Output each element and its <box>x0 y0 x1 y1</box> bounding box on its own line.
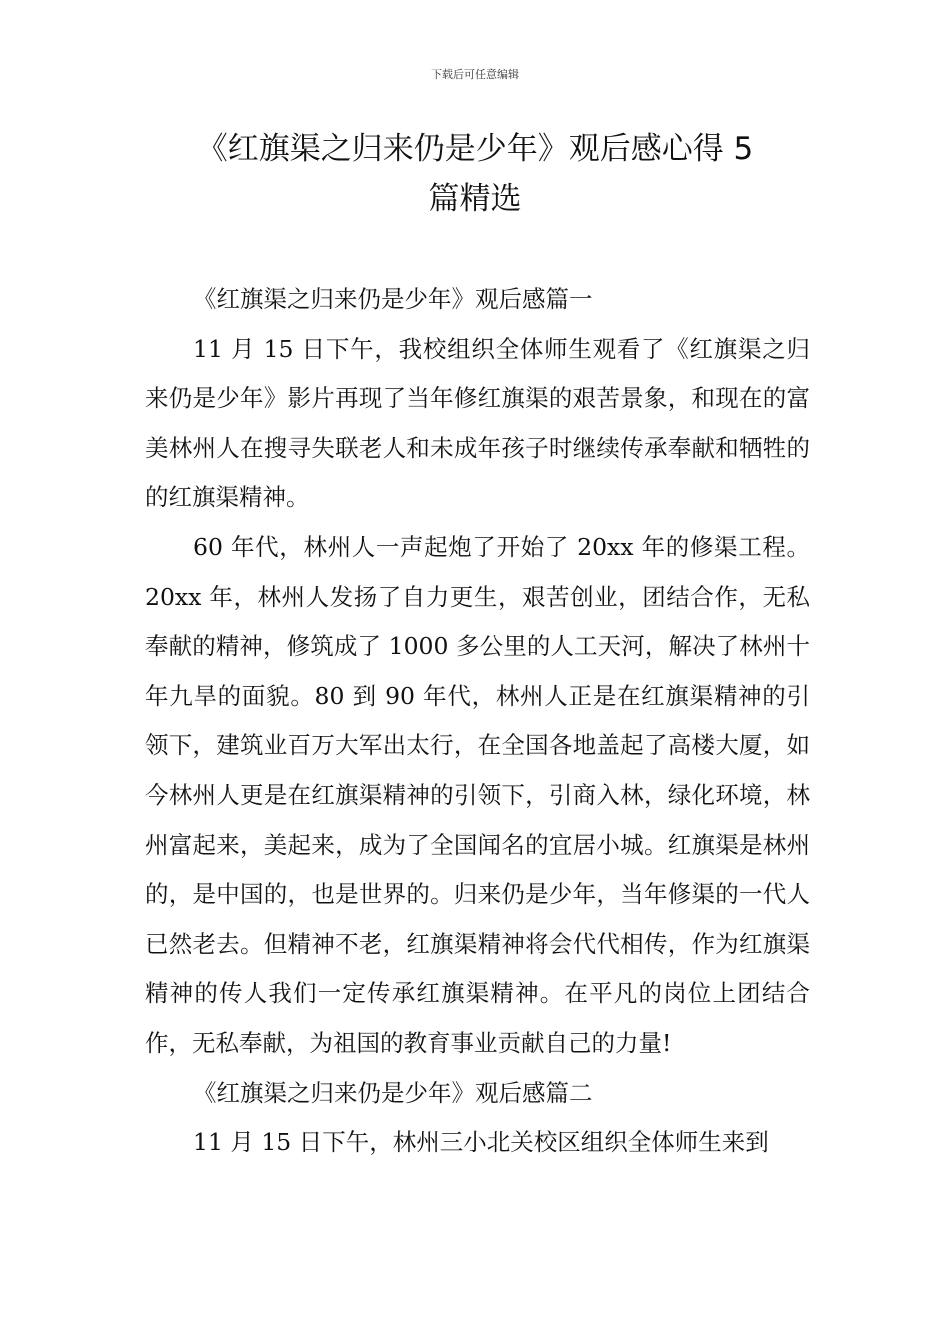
title-line-1: 《红旗渠之归来仍是少年》观后感心得 5 <box>196 131 754 167</box>
section-2-heading: 《红旗渠之归来仍是少年》观后感篇二 <box>193 1078 593 1107</box>
section-1-paragraph-2: 60 年代，林州人一声起炮了开始了 20xx 年的修渠工程。20xx 年，林州人发扬了自力更生，艰苦创业，团结合作，无私奉献的精神，修筑成了 1000 多公里的人工天河，解决了林州十年九旱的面貌。80 到 90 年代，林州人正是在红旗渠精神的引领下，建筑业百万大军出太行，在全国各地盖起了高楼大厦，如今林州人更是在红旗渠精神的引领下，引商入林，绿化环境，林州富起来，美起来，成为了全国闻名的宜居小城。红旗渠是林州的，是中国的，也是世界的。归来仍是少年，当年修渠的一代人已然老去。但精神不老，红旗渠精神将会代代相传，作为红旗渠精神的传人我们一定传承红旗渠精神。在平凡的岗位上团结合作，无私奉献，为祖国的教育事业贡献自己的力量! <box>145 532 810 1057</box>
document-title <box>145 124 805 224</box>
section-2-paragraph-1: 11 月 15 日下午，林州三小北关校区组织全体师生来到 <box>193 1128 769 1157</box>
section-1-paragraph-1: 11 月 15 日下午，我校组织全体师生观看了《红旗渠之归来仍是少年》影片再现了当年修红旗渠的艰苦景象，和现在的富美林州人在搜寻失联老人和未成年孩子时继续传承奉献和牺牲的的红旗渠精神。 <box>145 334 810 512</box>
title-line-2: 篇精选 <box>428 181 522 217</box>
section-1-heading: 《红旗渠之归来仍是少年》观后感篇一 <box>193 285 593 313</box>
header-note: 下载后可任意编辑 <box>431 68 519 81</box>
document-body <box>145 275 810 1168</box>
